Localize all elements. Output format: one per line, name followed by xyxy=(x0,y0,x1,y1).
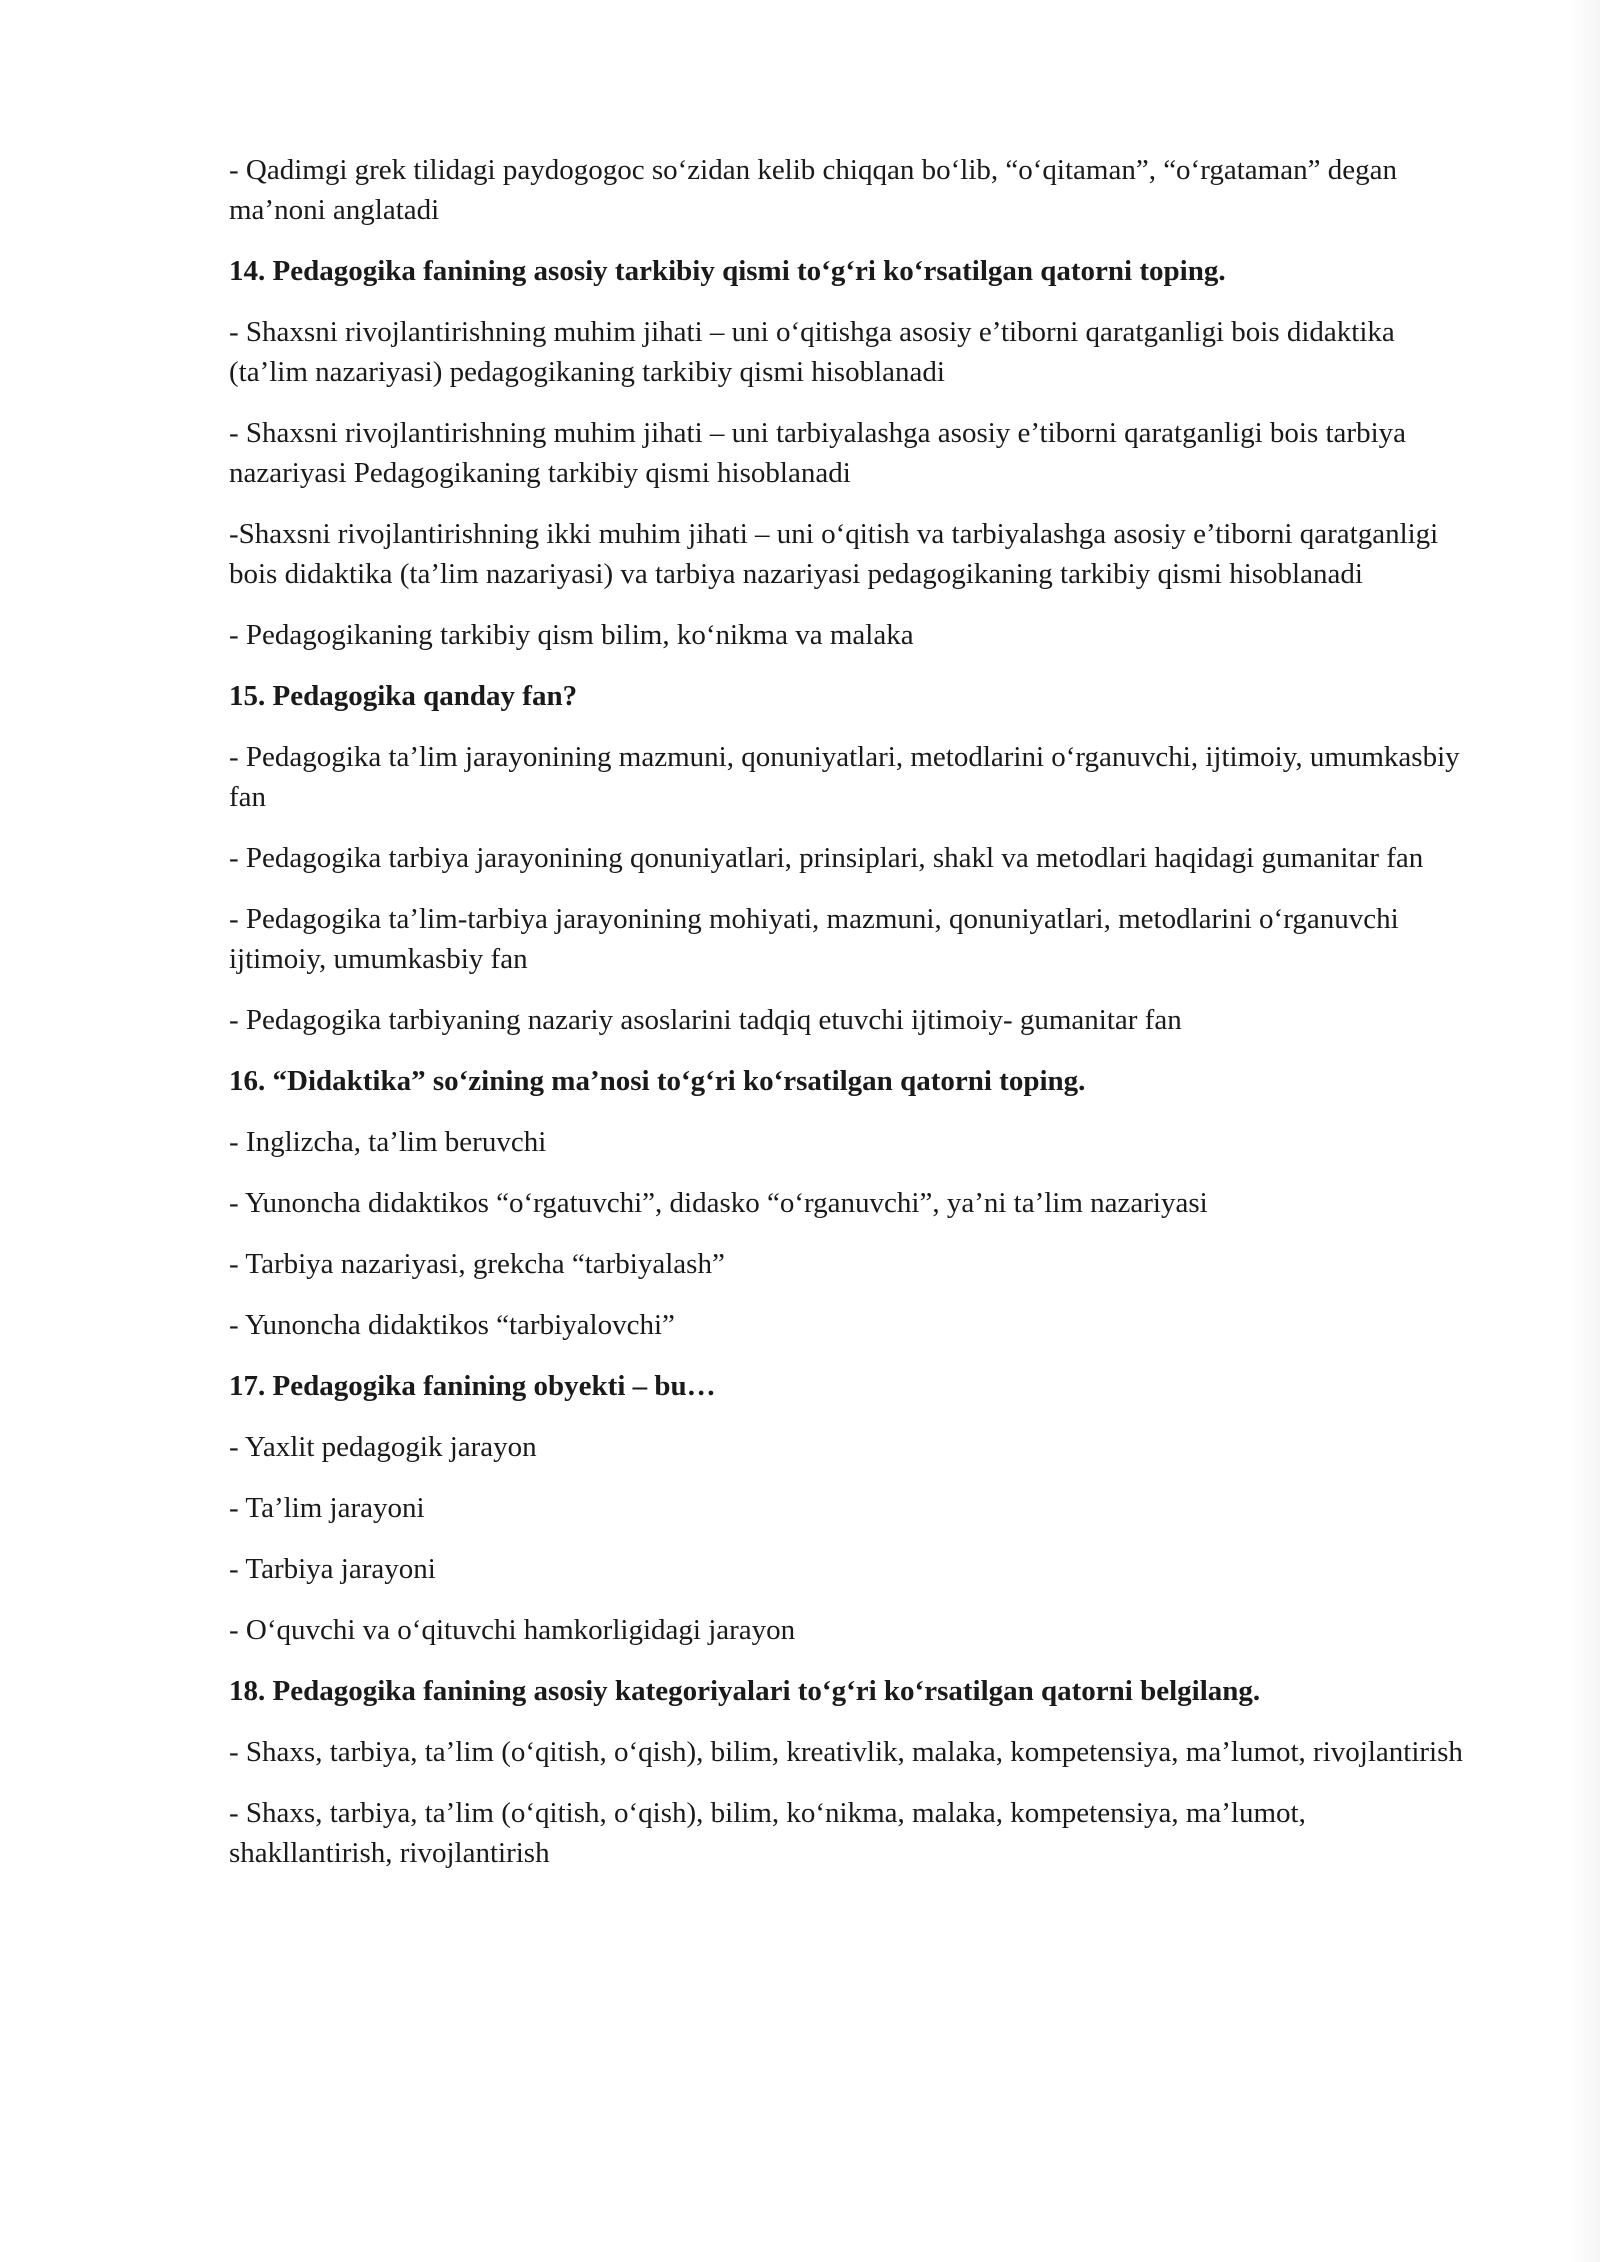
answer-option: -Shaxsni rivojlantirishning ikki muhim jihati – uni o‘qitish va tarbiyalashga asosiy e’tiborni qaratganligi bois didaktika (ta’lim nazariyasi) va tarbiya nazariyasi pedagogikaning tarkibiy qismi hisoblanadi xyxy=(229,518,1439,590)
answer-option: - Ta’lim jarayoni xyxy=(229,1492,425,1524)
answer-option: - O‘quvchi va o‘qituvchi hamkorligidagi jarayon xyxy=(229,1614,796,1646)
answer-option: - Shaxsni rivojlantirishning muhim jihati – uni o‘qitishga asosiy e’tiborni qaratganligi bois didaktika (ta’lim nazariyasi) pedagogikaning tarkibiy qismi hisoblanadi xyxy=(229,316,1395,388)
answer-option: - Pedagogika tarbiyaning nazariy asoslarini tadqiq etuvchi ijtimoiy- gumanitar fan xyxy=(229,1004,1182,1036)
question-heading-18: 18. Pedagogika fanining asosiy kategoriyalari to‘g‘ri ko‘rsatilgan qatorni belgilang. xyxy=(229,1675,1261,1707)
document-page xyxy=(229,150,1469,1894)
answer-option: - Yaxlit pedagogik jarayon xyxy=(229,1431,537,1463)
answer-option: - Shaxs, tarbiya, ta’lim (o‘qitish, o‘qish), bilim, ko‘nikma, malaka, kompetensiya, ma’lumot, shakllantirish, rivojlantirish xyxy=(229,1797,1306,1869)
answer-option: - Inglizcha, ta’lim beruvchi xyxy=(229,1126,547,1158)
answer-option: - Pedagogikaning tarkibiy qism bilim, ko‘nikma va malaka xyxy=(229,619,914,651)
page-edge-shadow xyxy=(1570,0,1600,2262)
answer-option: - Shaxsni rivojlantirishning muhim jihati – uni tarbiyalashga asosiy e’tiborni qaratganligi bois tarbiya nazariyasi Pedagogikaning tarkibiy qismi hisoblanadi xyxy=(229,417,1406,489)
question-heading-15: 15. Pedagogika qanday fan? xyxy=(229,680,578,712)
answer-option: - Qadimgi grek tilidagi paydogogoc so‘zidan kelib chiqqan bo‘lib, “o‘qitaman”, “o‘rgataman” degan ma’noni anglatadi xyxy=(229,154,1397,226)
answer-option: - Tarbiya nazariyasi, grekcha “tarbiyalash” xyxy=(229,1248,725,1280)
answer-option: - Pedagogika tarbiya jarayonining qonuniyatlari, prinsiplari, shakl va metodlari haqidagi gumanitar fan xyxy=(229,842,1424,874)
question-heading-16: 16. “Didaktika” so‘zining ma’nosi to‘g‘ri ko‘rsatilgan qatorni toping. xyxy=(229,1065,1086,1097)
answer-option: - Yunoncha didaktikos “o‘rgatuvchi”, didasko “o‘rganuvchi”, ya’ni ta’lim nazariyasi xyxy=(229,1187,1208,1219)
answer-option: - Shaxs, tarbiya, ta’lim (o‘qitish, o‘qish), bilim, kreativlik, malaka, kompetensiya, ma’lumot, rivojlantirish xyxy=(229,1736,1463,1768)
answer-option: - Pedagogika ta’lim jarayonining mazmuni, qonuniyatlari, metodlarini o‘rganuvchi, ijtimoiy, umumkasbiy fan xyxy=(229,741,1460,813)
answer-option: - Pedagogika ta’lim-tarbiya jarayonining mohiyati, mazmuni, qonuniyatlari, metodlarini o‘rganuvchi ijtimoiy, umumkasbiy fan xyxy=(229,903,1399,975)
question-heading-17: 17. Pedagogika fanining obyekti – bu… xyxy=(229,1370,716,1402)
answer-option: - Tarbiya jarayoni xyxy=(229,1553,436,1585)
question-heading-14: 14. Pedagogika fanining asosiy tarkibiy qismi to‘g‘ri ko‘rsatilgan qatorni toping. xyxy=(229,255,1226,287)
answer-option: - Yunoncha didaktikos “tarbiyalovchi” xyxy=(229,1309,675,1341)
